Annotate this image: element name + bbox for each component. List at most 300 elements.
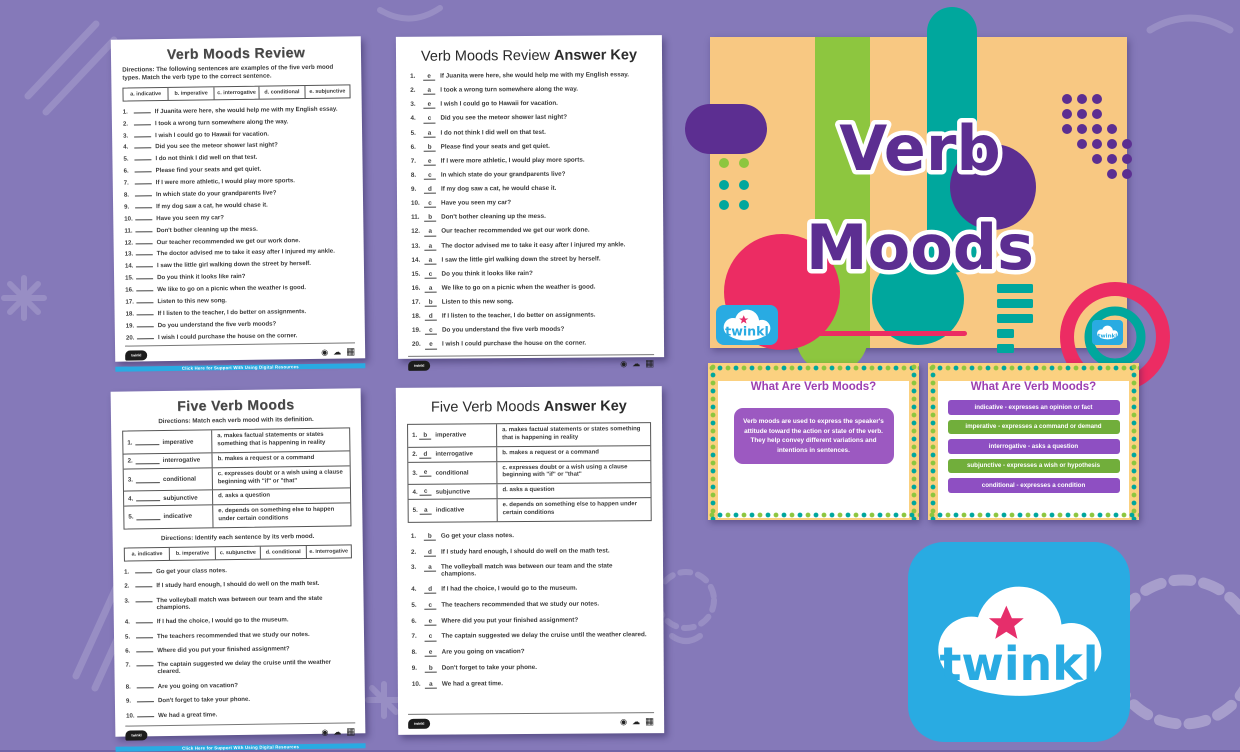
- sentence-row: [126, 708, 354, 719]
- match-row: [409, 497, 651, 521]
- sentence-text: Are you going on vacation?: [157, 681, 239, 690]
- question-number: 2.: [122, 120, 129, 128]
- mood-definition: d. asks a question: [496, 483, 650, 498]
- mood-label: imperative: [162, 438, 194, 446]
- answer-number: 16.: [411, 284, 421, 292]
- answer-blank[interactable]: [136, 495, 160, 501]
- answer-row: [411, 531, 649, 541]
- question-text: We like to go on a picnic when the weather is good.: [157, 284, 307, 294]
- question-number: 13.: [124, 250, 134, 258]
- answer-row: [411, 198, 649, 208]
- answer-letter: e: [425, 341, 437, 349]
- match-definitions-table: [122, 428, 351, 530]
- answer-blank[interactable]: [136, 646, 153, 652]
- question-list: [123, 104, 354, 345]
- mood-definition: c. expresses doubt or a wish using a clause beginning with "if" or "that": [496, 461, 650, 484]
- sentence-number: 5.: [124, 633, 131, 641]
- answer-text: Have you seen my car?: [441, 199, 512, 207]
- question-text: Did you see the meteor shower last night?: [155, 141, 278, 151]
- answer-number: 12.: [411, 228, 421, 236]
- mood-definition: a. makes factual statements or states something that is happening in reality: [211, 429, 349, 453]
- answer-row: [412, 297, 650, 307]
- question-row: [126, 318, 354, 329]
- svg-text:twinkl: twinkl: [939, 637, 1099, 691]
- sentence-row: [125, 658, 353, 676]
- question-row: [123, 152, 351, 163]
- match-definitions-table: [407, 422, 652, 522]
- answer-letter: a: [424, 228, 436, 236]
- directions-match: Directions: Match each verb mood with its definition.: [158, 415, 314, 426]
- twinkl-logo: twinkl: [408, 360, 430, 370]
- question-text: I saw the little girl walking down the street by herself.: [156, 260, 312, 270]
- question-text: Listen to this new song.: [157, 297, 227, 306]
- answer-blank[interactable]: [136, 458, 160, 464]
- question-number: 3.: [123, 132, 129, 140]
- answer-blank[interactable]: [134, 154, 151, 160]
- answer-text: The captain suggested we delay the cruise until the weather cleared.: [441, 631, 647, 641]
- answer-row: [411, 227, 649, 237]
- worksheet-five-verb-moods: [111, 388, 366, 751]
- answer-blank[interactable]: [135, 214, 152, 220]
- answer-number: 14.: [411, 256, 421, 264]
- answer-letter: a: [423, 87, 435, 95]
- slide-heading: What Are Verb Moods?: [970, 381, 1097, 393]
- answer-row: [412, 679, 650, 689]
- answer-text: I wish I could go to Hawaii for vacation.: [440, 100, 558, 108]
- answer-blank[interactable]: [135, 596, 152, 602]
- question-text: Do you understand the five verb moods?: [157, 320, 277, 329]
- answer-row: [410, 99, 648, 109]
- resource-badge-icon: ◉: [321, 727, 329, 737]
- question-text: In which state do your grandparents live?: [155, 189, 277, 199]
- mood-pill: subjunctive - expresses a wish or hypothesis: [948, 459, 1120, 474]
- question-row: [124, 211, 352, 222]
- match-row: [408, 460, 650, 484]
- answer-blank[interactable]: [136, 661, 153, 667]
- answer-text: If I study hard enough, I should do well on the math test.: [440, 546, 610, 556]
- answer-blank[interactable]: [134, 131, 151, 137]
- answer-blank[interactable]: [136, 477, 160, 483]
- mood-pill: imperative - expresses a command or demand: [948, 420, 1120, 435]
- question-text: If I were more athletic, I would play more sports.: [155, 177, 295, 187]
- answer-row: [412, 269, 650, 279]
- sentence-number: 1.: [124, 568, 130, 576]
- answer-text: We like to go on a picnic when the weather is good.: [441, 283, 596, 292]
- answer-number: 19.: [411, 327, 421, 335]
- resource-badge-icon: ◉: [620, 358, 628, 368]
- answer-blank[interactable]: [136, 514, 160, 520]
- answer-text: Did you see the meteor shower last night?: [440, 114, 568, 122]
- page-title: Verb Moods Review: [166, 44, 306, 62]
- answer-row: [411, 600, 649, 610]
- answer-blank[interactable]: [135, 166, 152, 172]
- sentence-row: [124, 565, 352, 576]
- answer-blank[interactable]: [136, 273, 153, 279]
- answer-row: [412, 311, 650, 321]
- twinkl-cloud-logo: [924, 586, 1114, 698]
- page-footer: [398, 354, 664, 377]
- question-row: [125, 282, 353, 293]
- answer-text: If Juanita were here, she would help me with my English essay.: [440, 71, 630, 80]
- match-row: [408, 423, 650, 446]
- page-title: Verb Moods Review Answer Key: [420, 47, 638, 65]
- match-number: 2.: [412, 450, 418, 458]
- mood-definition: b. makes a request or a command: [496, 446, 650, 461]
- answer-row: [411, 241, 649, 251]
- answer-text: Go get your class notes.: [440, 531, 514, 540]
- directions-identify: Directions: Identify each sentence by its verb mood.: [160, 532, 315, 542]
- sentence-row: [125, 629, 353, 640]
- twinkl-quality-badge: [1092, 320, 1123, 345]
- question-text: I wish I could purchase the house on the corner.: [157, 331, 298, 341]
- question-row: [124, 175, 352, 186]
- answer-text: I saw the little girl walking down the street by herself.: [441, 255, 601, 264]
- answer-blank[interactable]: [134, 143, 151, 149]
- answer-number: 9.: [411, 664, 418, 672]
- answer-letter: b: [424, 214, 436, 222]
- answer-letter: b: [424, 143, 436, 151]
- answer-number: 6.: [410, 143, 416, 151]
- answer-number: 6.: [411, 617, 417, 625]
- question-number: 14.: [124, 262, 134, 270]
- cover-title-line2: Moods: [805, 211, 1035, 284]
- sentence-row: [124, 593, 352, 611]
- answer-text: Listen to this new song.: [441, 298, 514, 306]
- answer-blank[interactable]: [137, 333, 154, 339]
- match-number: 3.: [127, 476, 134, 484]
- question-text: I do not think I did well on that test.: [155, 154, 258, 163]
- mood-option: b. imperative: [169, 547, 215, 560]
- answer-number: 7.: [410, 157, 417, 165]
- question-number: 5.: [123, 155, 129, 163]
- question-text: Do you think it looks like rain?: [157, 273, 246, 282]
- answer-text: The teachers recommended that we study our notes.: [441, 600, 600, 609]
- worksheet-verb-moods-review: [111, 36, 365, 371]
- answer-text: Do you understand the five verb moods?: [441, 326, 565, 334]
- sentence-text: The teachers recommended that we study our notes.: [156, 630, 310, 640]
- answer-row: [412, 647, 650, 657]
- slide-heading: What Are Verb Moods?: [750, 381, 877, 393]
- mood-option: c. subjunctive: [215, 547, 261, 560]
- question-row: [124, 199, 352, 210]
- answer-blank[interactable]: [135, 582, 152, 588]
- match-row: [408, 445, 650, 462]
- sentence-number: 3.: [124, 597, 130, 605]
- sentence-text: Where did you put your finished assignment?: [157, 645, 290, 655]
- answer-row: [411, 562, 649, 578]
- answer-text: Where did you put your finished assignment?: [441, 616, 579, 625]
- qr-code-icon[interactable]: ▦: [645, 716, 655, 728]
- mood-label: subjunctive: [163, 494, 198, 502]
- answer-row: [411, 170, 649, 180]
- answer-blank[interactable]: [136, 297, 153, 303]
- mood-option: d. conditional: [260, 546, 306, 559]
- match-number: 4.: [128, 495, 134, 503]
- answer-text: Our teacher recommended we get our work done.: [441, 226, 590, 235]
- answer-letter: a: [424, 129, 436, 137]
- answer-text: I took a wrong turn somewhere along the way.: [440, 85, 579, 94]
- answer-row: [411, 255, 649, 265]
- directions-text: Directions: The following sentences are examples of the five verb mood types. Match the verb type to the correct sentence.: [122, 63, 334, 82]
- answer-blank[interactable]: [135, 567, 152, 573]
- twinkl-logo-card: [908, 542, 1130, 742]
- answer-blank[interactable]: [134, 119, 151, 125]
- twinkl-cloud-icon: ☁: [333, 347, 342, 357]
- question-text: If Juanita were here, she would help me with my English essay.: [154, 105, 338, 115]
- question-number: 8.: [123, 191, 130, 199]
- match-number: 3.: [412, 469, 418, 477]
- answer-number: 8.: [411, 648, 417, 656]
- answer-letter: c: [423, 115, 435, 123]
- sentence-number: 7.: [125, 661, 131, 670]
- slide-what-are-verb-moods-intro[interactable]: [708, 363, 919, 520]
- qr-code-icon[interactable]: ▦: [645, 357, 655, 369]
- question-number: 12.: [124, 238, 134, 247]
- sentence-text: The captain suggested we delay the cruise until the weather cleared.: [157, 659, 332, 676]
- answer-row: [411, 156, 649, 166]
- answer-letter: d: [419, 450, 431, 458]
- twinkl-cloud-icon: ☁: [632, 717, 641, 727]
- answer-number: 1.: [410, 532, 417, 540]
- answer-list: [411, 531, 650, 696]
- answer-text: The volleyball match was between our team and the state champions.: [441, 562, 613, 579]
- answer-text: If I were more athletic, I would play more sports.: [440, 156, 585, 165]
- answer-row: [411, 616, 649, 626]
- answer-letter: e: [423, 73, 435, 81]
- sentence-number: 9.: [125, 697, 132, 705]
- answer-blank[interactable]: [137, 696, 154, 702]
- sentence-row: [126, 679, 354, 690]
- match-row: [123, 450, 349, 468]
- sentence-number: 2.: [124, 583, 130, 591]
- answer-blank[interactable]: [136, 238, 153, 244]
- answer-blank[interactable]: [135, 439, 159, 445]
- answer-letter: c: [420, 488, 432, 496]
- question-row: [125, 294, 353, 305]
- answer-list: [410, 71, 650, 355]
- answer-number: 4.: [411, 586, 417, 594]
- twinkl-logo: twinkl: [408, 719, 430, 729]
- answer-blank[interactable]: [136, 632, 153, 638]
- question-row: [124, 223, 352, 234]
- twinkl-logo: twinkl: [125, 350, 147, 360]
- mood-definition: b. makes a request or a command: [211, 451, 349, 467]
- twinkl-logo: [716, 305, 778, 345]
- answer-letter: b: [425, 299, 437, 307]
- answer-letter: e: [423, 101, 435, 109]
- answer-number: 10.: [411, 199, 420, 207]
- answer-letter: b: [425, 665, 437, 673]
- mood-options-table: [122, 84, 350, 101]
- sentence-text: Don't forget to take your phone.: [157, 696, 251, 705]
- answer-row: [410, 114, 648, 124]
- answer-text: If my dog saw a cat, he would chase it.: [440, 184, 557, 193]
- question-row: [125, 259, 353, 270]
- answer-text: Don't bother cleaning up the mess.: [441, 213, 546, 221]
- answer-row: [411, 142, 649, 152]
- answer-number: 18.: [411, 312, 421, 320]
- svg-text:twinkl: twinkl: [725, 323, 769, 339]
- match-row: [123, 429, 349, 454]
- question-row: [125, 247, 353, 258]
- answer-letter: e: [424, 157, 436, 165]
- answer-number: 8.: [410, 171, 417, 179]
- twinkl-cloud-icon: ☁: [632, 358, 641, 368]
- answer-number: 4.: [410, 115, 416, 123]
- answer-blank[interactable]: [136, 617, 153, 623]
- answer-text: In which state do your grandparents live?: [440, 170, 566, 179]
- sentence-text: The volleyball match was between our team and the state champions.: [156, 594, 323, 612]
- answer-number: 2.: [410, 548, 417, 556]
- answer-blank[interactable]: [137, 711, 154, 717]
- mood-option: c. interrogative: [213, 86, 259, 99]
- answer-letter: c: [425, 633, 437, 641]
- page-title: Five Verb Moods: [177, 396, 295, 414]
- twinkl-cloud-icon: ☁: [333, 727, 342, 737]
- question-text: I wish I could go to Hawaii for vacation.: [155, 130, 269, 139]
- mood-option: b. imperative: [168, 87, 214, 100]
- mood-label: conditional: [162, 475, 197, 484]
- answer-number: 5.: [411, 601, 417, 609]
- answer-text: Please find your seats and get quiet.: [440, 142, 550, 151]
- qr-code-icon[interactable]: ▦: [346, 346, 356, 358]
- answer-blank[interactable]: [137, 309, 154, 315]
- answer-letter: a: [420, 507, 432, 515]
- sentence-text: If I study hard enough, I should do well on the math test.: [156, 580, 320, 590]
- match-number: 4.: [412, 488, 418, 496]
- sentence-text: We had a great time.: [158, 710, 218, 719]
- question-row: [126, 306, 354, 317]
- question-number: 1.: [122, 108, 128, 116]
- question-number: 19.: [125, 322, 135, 330]
- answer-letter: b: [424, 532, 436, 540]
- answer-text: If I listen to the teacher, I do better on assignments.: [441, 311, 596, 320]
- answer-text: Do you think it looks like rain?: [441, 269, 533, 278]
- support-link[interactable]: Click Here for Support With Using Digital Resources: [115, 363, 365, 371]
- mood-label: subjunctive: [435, 488, 471, 496]
- answer-number: 9.: [410, 185, 417, 193]
- answer-number: 13.: [411, 242, 421, 250]
- sentence-row: [125, 615, 353, 626]
- answer-key-five-verb-moods: [396, 386, 664, 735]
- answer-letter: a: [424, 256, 436, 264]
- answer-text: We had a great time.: [441, 679, 504, 688]
- answer-letter: d: [424, 186, 436, 194]
- question-number: 15.: [125, 274, 134, 282]
- match-number: 2.: [127, 457, 133, 465]
- match-number: 5.: [412, 507, 418, 515]
- answer-blank[interactable]: [136, 285, 153, 291]
- answer-letter: b: [419, 431, 431, 439]
- mood-option: e. subjunctive: [304, 85, 350, 98]
- twinkl-logo: twinkl: [125, 730, 147, 740]
- cover-title-line1: Verb: [839, 112, 1001, 185]
- svg-text:twinkl: twinkl: [1097, 333, 1118, 340]
- mood-pill: conditional - expresses a condition: [948, 478, 1120, 493]
- question-text: If my dog saw a cat, he would chase it.: [156, 201, 268, 210]
- answer-blank[interactable]: [135, 190, 152, 196]
- question-number: 7.: [123, 179, 129, 187]
- sentence-text: Go get your class notes.: [156, 567, 227, 576]
- resource-badge-icon: ◉: [620, 717, 628, 727]
- mood-option: a. indicative: [131, 551, 163, 558]
- question-text: Don't bother cleaning up the mess.: [156, 225, 258, 234]
- answer-row: [411, 128, 649, 138]
- answer-row: [410, 71, 648, 81]
- qr-code-icon[interactable]: ▦: [346, 726, 356, 738]
- question-number: 16.: [125, 286, 134, 294]
- question-text: I took a wrong turn somewhere along the way.: [154, 117, 289, 127]
- answer-letter: e: [424, 617, 436, 625]
- page-title: Five Verb Moods Answer Key: [430, 398, 627, 416]
- slide-what-are-verb-moods-types[interactable]: [928, 363, 1139, 520]
- mood-options-table: [124, 545, 352, 562]
- sentence-list: [124, 565, 354, 726]
- sentence-text: If I had the choice, I would go to the museum.: [156, 616, 289, 626]
- sentence-number: 10.: [126, 712, 135, 720]
- answer-number: 2.: [410, 86, 416, 94]
- question-row: [125, 235, 353, 246]
- answer-blank[interactable]: [135, 202, 152, 208]
- question-number: 4.: [123, 143, 129, 151]
- match-row: [124, 465, 350, 491]
- mood-label: conditional: [435, 469, 469, 477]
- match-number: 1.: [412, 432, 418, 440]
- question-row: [123, 116, 351, 127]
- mood-label: indicative: [435, 506, 465, 515]
- answer-letter: d: [424, 586, 436, 594]
- question-number: 11.: [124, 227, 133, 235]
- answer-number: 1.: [410, 72, 416, 80]
- question-text: Have you seen my car?: [156, 213, 225, 222]
- answer-row: [411, 547, 649, 557]
- answer-row: [412, 283, 650, 293]
- answer-row: [412, 663, 650, 673]
- question-row: [124, 187, 352, 198]
- answer-letter: c: [425, 327, 437, 335]
- support-link[interactable]: Click Here for Support With Using Digital Resources: [116, 743, 366, 751]
- answer-blank[interactable]: [137, 321, 154, 327]
- sentence-number: 4.: [124, 618, 130, 626]
- question-number: 10.: [124, 215, 133, 223]
- answer-blank[interactable]: [135, 178, 152, 184]
- match-row: [408, 482, 650, 499]
- answer-letter: a: [425, 285, 437, 293]
- answer-blank[interactable]: [136, 250, 153, 256]
- cover-slide-verb-moods[interactable]: [710, 37, 1127, 348]
- answer-blank[interactable]: [134, 107, 151, 113]
- mood-option: a. indicative: [130, 90, 162, 98]
- answer-row: [411, 212, 649, 222]
- answer-number: 17.: [411, 298, 421, 306]
- mood-definition: c. expresses doubt or a wish using a clause beginning with "if" or "that": [212, 466, 350, 490]
- question-text: The doctor advised me to take it easy after I injured my ankle.: [156, 248, 335, 258]
- answer-number: 3.: [410, 101, 416, 109]
- match-number: 5.: [128, 513, 134, 521]
- answer-blank[interactable]: [136, 261, 153, 267]
- answer-number: 15.: [411, 270, 421, 278]
- question-row: [123, 104, 351, 115]
- answer-letter: a: [425, 680, 437, 688]
- question-number: 6.: [123, 167, 129, 175]
- answer-text: Are you going on vacation?: [441, 648, 525, 656]
- question-number: 20.: [125, 334, 135, 342]
- answer-blank[interactable]: [135, 226, 152, 232]
- mood-definition: e. depends on something else to happen under certain conditions: [212, 504, 350, 528]
- answer-blank[interactable]: [137, 682, 154, 688]
- answer-key-verb-moods-review: [396, 35, 664, 369]
- question-number: 17.: [125, 298, 134, 306]
